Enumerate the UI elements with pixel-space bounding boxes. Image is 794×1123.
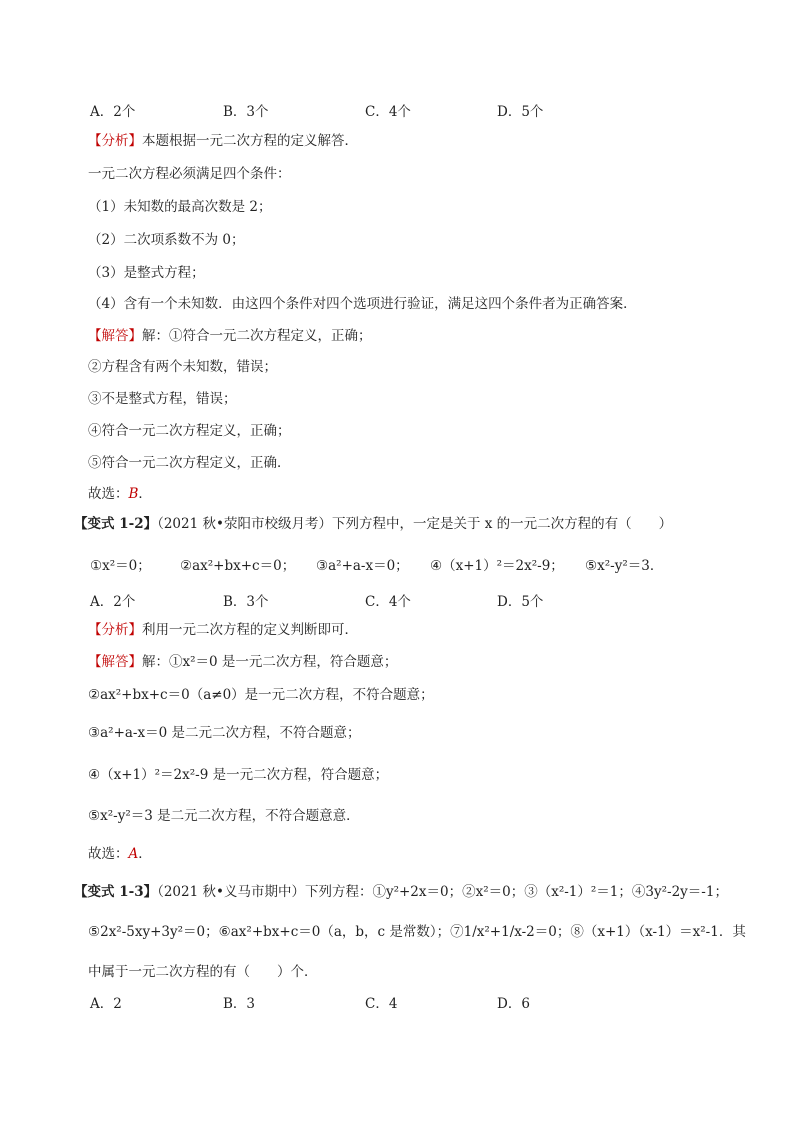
answer-item: ④（x+1）²＝2x²-9 是一元二次方程，符合题意； — [88, 767, 389, 783]
q2-analysis — [88, 620, 358, 640]
variant-tag: 【变式 1-3】 — [74, 884, 158, 900]
answer-lead: 解： — [142, 328, 169, 344]
answer-item: ③a²+a-x＝0 是二元二次方程，不符合题意； — [88, 725, 361, 741]
q1-option-d[interactable]: D．5个 — [497, 104, 544, 120]
q3-option-a[interactable]: A．2 — [90, 996, 122, 1012]
analysis-text: 本题根据一元二次方程的定义解答． — [142, 133, 358, 149]
choose-value: B — [128, 486, 139, 502]
q2-answer — [88, 652, 397, 672]
q3-option-b[interactable]: B．3 — [223, 996, 256, 1012]
answer-item: ①x²＝0 是一元二次方程，符合题意； — [169, 654, 398, 670]
condition-1: （1）未知数的最高次数是 2； — [88, 199, 272, 215]
equation: ②ax²+bx+c＝0； — [180, 558, 296, 574]
answer-tag: 【解答】 — [88, 654, 142, 670]
q3-stem-line1 — [74, 882, 728, 902]
answer-item: ⑤符合一元二次方程定义，正确． — [88, 455, 291, 471]
q1-analysis — [88, 131, 358, 151]
question-stem: （2021 秋•荥阳市校级月考）下列方程中，一定是关于 x 的一元二次方程的有（ ） — [157, 516, 673, 532]
equation: ⑤x²-y²＝3． — [585, 558, 664, 574]
q1-answer — [88, 326, 372, 346]
equation: ④（x+1）²＝2x²-9； — [430, 558, 564, 574]
analysis-text: 利用一元二次方程的定义判断即可． — [142, 622, 358, 638]
conditions-intro: 一元二次方程必须满足四个条件： — [88, 166, 291, 182]
question-stem: （2021 秋•义马市期中）下列方程：①y²+2x＝0；②x²＝0；③（x²-1）²＝1；④3y²-2y＝-1； — [157, 884, 728, 900]
answer-item: ②ax²+bx+c＝0（a≠0）是一元二次方程，不符合题意； — [88, 687, 434, 703]
q3-option-d[interactable]: D．6 — [497, 996, 530, 1012]
q3-option-c[interactable]: C．4 — [365, 996, 398, 1012]
q1-option-b[interactable]: B．3个 — [223, 104, 269, 120]
answer-item: ①符合一元二次方程定义，正确； — [169, 328, 372, 344]
q2-stem — [74, 514, 672, 534]
q2-option-a[interactable]: A．2个 — [90, 594, 136, 610]
q3-stem-line3: 中属于一元二次方程的有（ ）个． — [88, 964, 318, 980]
choose-end: ． — [138, 486, 152, 502]
analysis-tag: 【分析】 — [88, 133, 142, 149]
condition-2: （2）二次项系数不为 0； — [88, 232, 245, 248]
equation: ①x²＝0； — [90, 558, 151, 574]
answer-item: ⑤x²-y²＝3 是二元二次方程，不符合题意意． — [88, 808, 360, 824]
equation: ③a²+a-x＝0； — [316, 558, 409, 574]
answer-item: ③不是整式方程，错误； — [88, 391, 237, 407]
answer-tag: 【解答】 — [88, 328, 142, 344]
q2-option-c[interactable]: C．4个 — [365, 594, 411, 610]
condition-3: （3）是整式方程； — [88, 265, 205, 281]
q3-stem-line2: ⑤2x²-5xy+3y²＝0；⑥ax²+bx+c＝0（a，b，c 是常数）；⑦1/x²+1/x-2＝0；⑧（x+1）（x-1）＝x²-1．其 — [88, 924, 746, 940]
answer-lead: 解： — [142, 654, 169, 670]
choose-label: 故选： — [88, 846, 129, 862]
q1-option-c[interactable]: C．4个 — [365, 104, 411, 120]
q1-option-a[interactable]: A．2个 — [90, 104, 136, 120]
variant-tag: 【变式 1-2】 — [74, 516, 158, 532]
q2-option-b[interactable]: B．3个 — [223, 594, 269, 610]
q2-choose — [88, 844, 152, 864]
q1-choose — [88, 484, 152, 504]
answer-item: ②方程含有两个未知数，错误； — [88, 359, 277, 375]
choose-value: A — [128, 846, 139, 862]
condition-4: （4）含有一个未知数．由这四个条件对四个选项进行验证，满足这四个条件者为正确答案． — [88, 296, 637, 312]
choose-end: ． — [138, 846, 152, 862]
q2-option-d[interactable]: D．5个 — [497, 594, 544, 610]
choose-label: 故选： — [88, 486, 129, 502]
answer-item: ④符合一元二次方程定义，正确； — [88, 423, 291, 439]
analysis-tag: 【分析】 — [88, 622, 142, 638]
